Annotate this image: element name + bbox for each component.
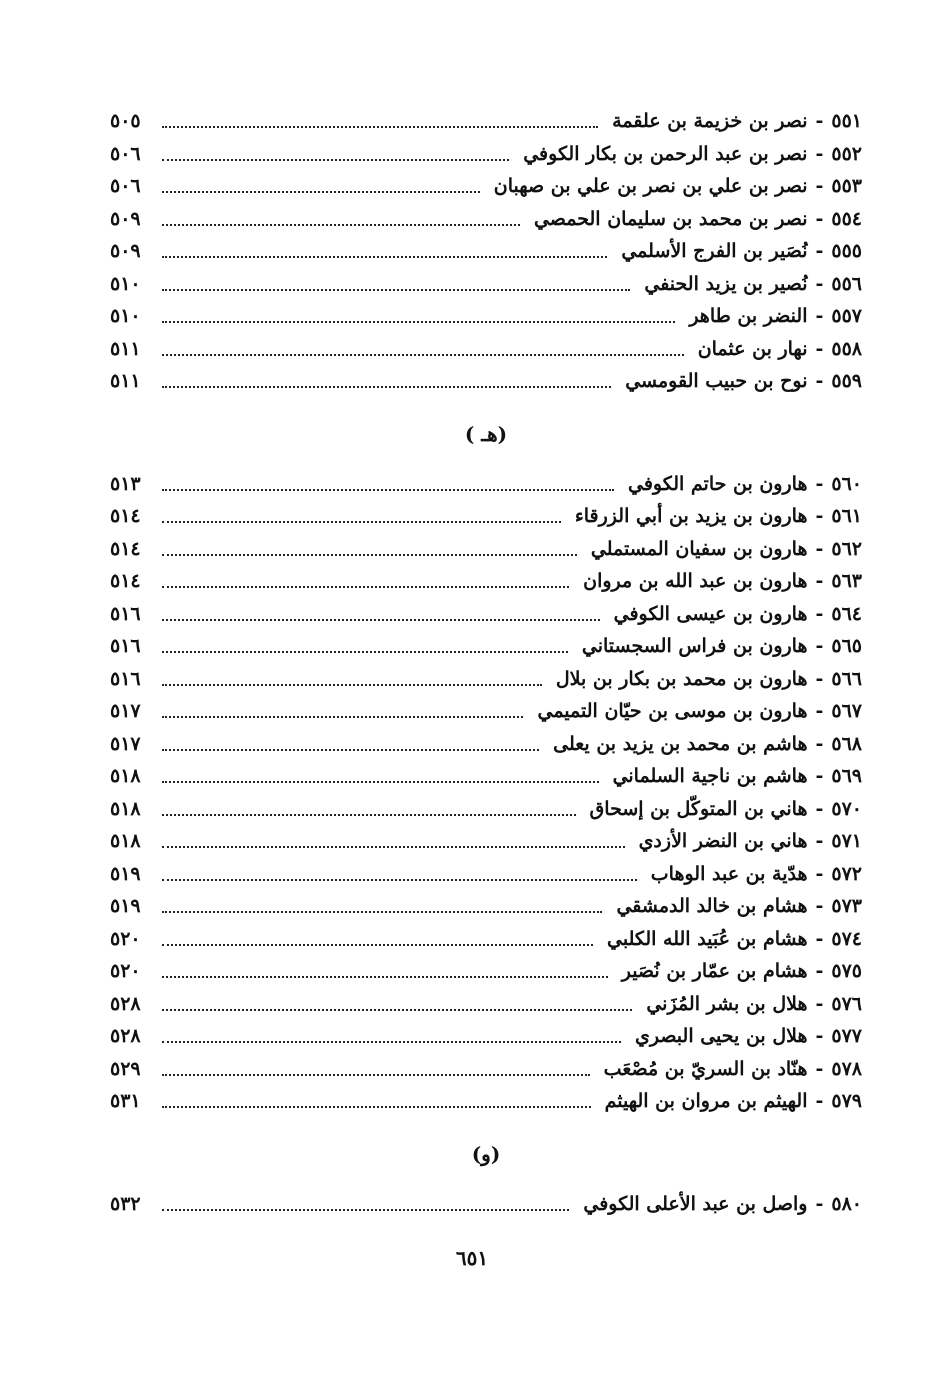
section-waw-entries xyxy=(110,1188,862,1221)
entry-number: ٥٦٣ xyxy=(831,570,862,592)
entry-name: هشام بن عمّار بن نُصَير xyxy=(621,960,808,982)
entry-dash: - xyxy=(815,700,824,722)
entry-number: ٥٦٩ xyxy=(831,765,862,787)
dot-leader xyxy=(162,1074,590,1076)
dot-leader xyxy=(162,781,599,783)
entry-number: ٥٧٥ xyxy=(831,960,862,982)
entry-name: هشام بن عُبَيد الله الكلبي xyxy=(607,927,808,950)
entry-name: هارون بن يزيد بن أبي الزرقاء xyxy=(574,505,808,527)
index-entry xyxy=(110,598,862,631)
entry-name: واصل بن عبد الأعلى الكوفي xyxy=(583,1192,808,1215)
entry-name: الهيثم بن مروان بن الهيثم xyxy=(604,1090,808,1112)
entry-page-reference: ٥١٦ xyxy=(110,602,141,625)
entry-number: ٥٧٧ xyxy=(831,1025,862,1047)
entry-page-reference: ٥٠٦ xyxy=(110,175,141,197)
entry-name: نصر بن خزيمة بن علقمة xyxy=(612,110,808,132)
dot-leader xyxy=(162,911,602,913)
entry-dash: - xyxy=(815,667,824,690)
entry-name: هلال بن بشر المُزَني xyxy=(646,992,808,1015)
entry-page-reference: ٥١١ xyxy=(110,370,141,392)
index-entry xyxy=(110,365,862,398)
entry-dash: - xyxy=(815,765,824,787)
entry-name: نصر بن علي بن نصر بن علي بن صهبان xyxy=(493,175,808,197)
entry-page-reference: ٥١٩ xyxy=(110,895,141,917)
entry-dash: - xyxy=(815,110,824,132)
entry-page-reference: ٥١٧ xyxy=(110,732,141,755)
index-entry xyxy=(110,533,862,566)
entry-page-reference: ٥٠٥ xyxy=(110,110,141,132)
entry-number: ٥٥٦ xyxy=(831,272,862,295)
entry-page-reference: ٥١٤ xyxy=(110,537,141,560)
dot-leader xyxy=(162,521,561,523)
dot-leader xyxy=(162,944,593,946)
entry-number: ٥٦٥ xyxy=(831,635,862,657)
index-entry xyxy=(110,923,862,956)
entry-name: نصر بن محمد بن سليمان الحمصي xyxy=(533,207,808,230)
entry-dash: - xyxy=(815,895,824,917)
index-entry xyxy=(110,1053,862,1086)
dot-leader xyxy=(162,256,607,258)
index-entry xyxy=(110,728,862,761)
entry-number: ٥٧٢ xyxy=(831,862,862,885)
index-entry xyxy=(110,235,862,268)
entry-dash: - xyxy=(815,797,824,820)
entry-number: ٥٧٣ xyxy=(831,895,862,917)
entry-page-reference: ٥١٤ xyxy=(110,570,141,592)
dot-leader xyxy=(162,386,611,388)
entry-number: ٥٧٩ xyxy=(831,1090,862,1112)
entry-number: ٥٥٣ xyxy=(831,175,862,197)
entry-page-reference: ٥١٤ xyxy=(110,505,141,527)
entry-dash: - xyxy=(815,960,824,982)
index-entry xyxy=(110,695,862,728)
entry-number: ٥٥٤ xyxy=(831,207,862,230)
index-entry xyxy=(110,858,862,891)
entry-number: ٥٦٦ xyxy=(831,667,862,690)
index-entry xyxy=(110,890,862,923)
dot-leader xyxy=(162,1009,632,1011)
entry-dash: - xyxy=(815,305,824,327)
entry-number: ٥٥٨ xyxy=(831,337,862,360)
dot-leader xyxy=(162,684,542,686)
dot-leader xyxy=(162,321,675,323)
entry-dash: - xyxy=(815,635,824,657)
entry-dash: - xyxy=(815,142,824,165)
entry-number: ٥٧٠ xyxy=(831,797,862,820)
dot-leader xyxy=(162,1106,591,1108)
index-entry xyxy=(110,988,862,1021)
entry-number: ٥٥٢ xyxy=(831,142,862,165)
index-entry xyxy=(110,1020,862,1053)
index-entry xyxy=(110,333,862,366)
entry-number: ٥٥٧ xyxy=(831,305,862,327)
entry-dash: - xyxy=(815,570,824,592)
entry-name: هشام بن خالد الدمشقي xyxy=(616,895,808,917)
index-entry xyxy=(110,105,862,138)
section-nun-entries xyxy=(110,105,862,398)
index-entry xyxy=(110,1085,862,1118)
entry-number: ٥٧٨ xyxy=(831,1057,862,1080)
entry-number: ٥٥٥ xyxy=(831,240,862,262)
dot-leader xyxy=(162,489,614,491)
entry-number: ٥٧٤ xyxy=(831,927,862,950)
entry-number: ٥٦١ xyxy=(831,505,862,527)
entry-name: هاني بن النضر الأزدي xyxy=(638,830,808,852)
entry-page-reference: ٥١٠ xyxy=(110,272,141,295)
dot-leader xyxy=(162,191,480,193)
entry-number: ٥٨٠ xyxy=(831,1192,862,1215)
section-heading-waw: (و) xyxy=(471,1141,501,1166)
dot-leader xyxy=(162,354,684,356)
entry-number: ٥٧١ xyxy=(831,830,862,852)
entry-dash: - xyxy=(815,337,824,360)
index-entry xyxy=(110,760,862,793)
entry-name: نُصَير بن الفرج الأسلمي xyxy=(621,240,808,262)
entry-name: هاشم بن محمد بن يزيد بن يعلى xyxy=(553,732,808,755)
entry-page-reference: ٥١٨ xyxy=(110,830,141,852)
index-entry xyxy=(110,825,862,858)
entry-page-reference: ٥١٦ xyxy=(110,635,141,657)
index-entry xyxy=(110,663,862,696)
dot-leader xyxy=(162,879,637,881)
entry-page-reference: ٥٠٩ xyxy=(110,240,141,262)
entry-dash: - xyxy=(815,602,824,625)
dot-leader xyxy=(162,159,509,161)
dot-leader xyxy=(162,651,568,653)
entry-name: هارون بن موسى بن حيّان التميمي xyxy=(537,700,808,722)
entry-number: ٥٥٩ xyxy=(831,370,862,392)
dot-leader xyxy=(162,1209,569,1211)
dot-leader xyxy=(162,814,576,816)
entry-number: ٥٦٠ xyxy=(831,472,862,495)
index-entry xyxy=(110,955,862,988)
entry-name: هدّية بن عبد الوهاب xyxy=(650,862,808,885)
dot-leader xyxy=(162,224,520,226)
entry-page-reference: ٥٢٨ xyxy=(110,992,141,1015)
index-entry xyxy=(110,138,862,171)
index-page xyxy=(110,105,862,1220)
dot-leader xyxy=(162,289,630,291)
index-entry xyxy=(110,793,862,826)
entry-page-reference: ٥٠٩ xyxy=(110,207,141,230)
entry-name: نُصير بن يزيد الحنفي xyxy=(644,272,808,295)
dot-leader xyxy=(162,749,539,751)
entry-page-reference: ٥٢٩ xyxy=(110,1057,141,1080)
entry-dash: - xyxy=(815,992,824,1015)
dot-leader xyxy=(162,1041,621,1043)
entry-dash: - xyxy=(815,1057,824,1080)
entry-number: ٥٧٦ xyxy=(831,992,862,1015)
entry-dash: - xyxy=(815,505,824,527)
entry-name: هارون بن عيسى الكوفي xyxy=(613,602,808,625)
dot-leader xyxy=(162,586,569,588)
index-entry xyxy=(110,1188,862,1221)
page-number: ٦٥١ xyxy=(455,1246,489,1270)
section-heading-ha: (هـ ) xyxy=(464,421,508,446)
entry-name: نهار بن عثمان xyxy=(697,337,808,360)
entry-page-reference: ٥١٨ xyxy=(110,797,141,820)
entry-dash: - xyxy=(815,927,824,950)
index-entry xyxy=(110,268,862,301)
entry-name: هارون بن سفيان المستملي xyxy=(590,537,808,560)
entry-dash: - xyxy=(815,862,824,885)
entry-number: ٥٥١ xyxy=(831,110,862,132)
index-entry xyxy=(110,468,862,501)
dot-leader xyxy=(162,619,600,621)
entry-name: هارون بن محمد بن بكار بن بلال xyxy=(555,667,808,690)
entry-page-reference: ٥١٣ xyxy=(110,472,141,495)
entry-name: هاشم بن ناجية السلماني xyxy=(612,765,808,787)
entry-dash: - xyxy=(815,1090,824,1112)
entry-name: هنّاد بن السريّ بن مُصْعَب xyxy=(603,1057,808,1080)
dot-leader xyxy=(162,846,625,848)
entry-page-reference: ٥٠٦ xyxy=(110,142,141,165)
entry-name: نوح بن حبيب القومسي xyxy=(625,370,808,392)
entry-name: هارون بن فراس السجستاني xyxy=(581,635,808,657)
section-ha-entries xyxy=(110,468,862,1118)
entry-dash: - xyxy=(815,1025,824,1047)
entry-page-reference: ٥١٧ xyxy=(110,700,141,722)
dot-leader xyxy=(162,126,598,128)
entry-page-reference: ٥٢٠ xyxy=(110,960,141,982)
index-entry xyxy=(110,170,862,203)
entry-number: ٥٦٧ xyxy=(831,700,862,722)
entry-number: ٥٦٢ xyxy=(831,537,862,560)
entry-page-reference: ٥١٩ xyxy=(110,862,141,885)
entry-dash: - xyxy=(815,472,824,495)
entry-page-reference: ٥٢٨ xyxy=(110,1025,141,1047)
entry-dash: - xyxy=(815,240,824,262)
entry-dash: - xyxy=(815,272,824,295)
entry-dash: - xyxy=(815,1192,824,1215)
entry-dash: - xyxy=(815,175,824,197)
entry-page-reference: ٥٣٢ xyxy=(110,1192,141,1215)
index-entry xyxy=(110,203,862,236)
entry-page-reference: ٥٢٠ xyxy=(110,927,141,950)
entry-dash: - xyxy=(815,537,824,560)
entry-dash: - xyxy=(815,370,824,392)
entry-dash: - xyxy=(815,830,824,852)
dot-leader xyxy=(162,716,523,718)
entry-name: نصر بن عبد الرحمن بن بكار الكوفي xyxy=(523,142,808,165)
entry-dash: - xyxy=(815,207,824,230)
index-entry xyxy=(110,565,862,598)
entry-page-reference: ٥٣١ xyxy=(110,1090,141,1112)
entry-page-reference: ٥١٠ xyxy=(110,305,141,327)
index-entry xyxy=(110,500,862,533)
index-entry xyxy=(110,630,862,663)
entry-name: هلال بن يحيى البصري xyxy=(634,1025,808,1047)
entry-page-reference: ٥١٦ xyxy=(110,667,141,690)
entry-name: هاني بن المتوكّل بن إسحاق xyxy=(589,797,808,820)
dot-leader xyxy=(162,554,577,556)
entry-page-reference: ٥١١ xyxy=(110,337,141,360)
dot-leader xyxy=(162,976,608,978)
entry-page-reference: ٥١٨ xyxy=(110,765,141,787)
entry-number: ٥٦٤ xyxy=(831,602,862,625)
entry-number: ٥٦٨ xyxy=(831,732,862,755)
entry-dash: - xyxy=(815,732,824,755)
entry-name: هارون بن حاتم الكوفي xyxy=(628,472,808,495)
entry-name: هارون بن عبد الله بن مروان xyxy=(583,570,808,592)
index-entry xyxy=(110,300,862,333)
entry-name: النضر بن طاهر xyxy=(689,305,808,327)
